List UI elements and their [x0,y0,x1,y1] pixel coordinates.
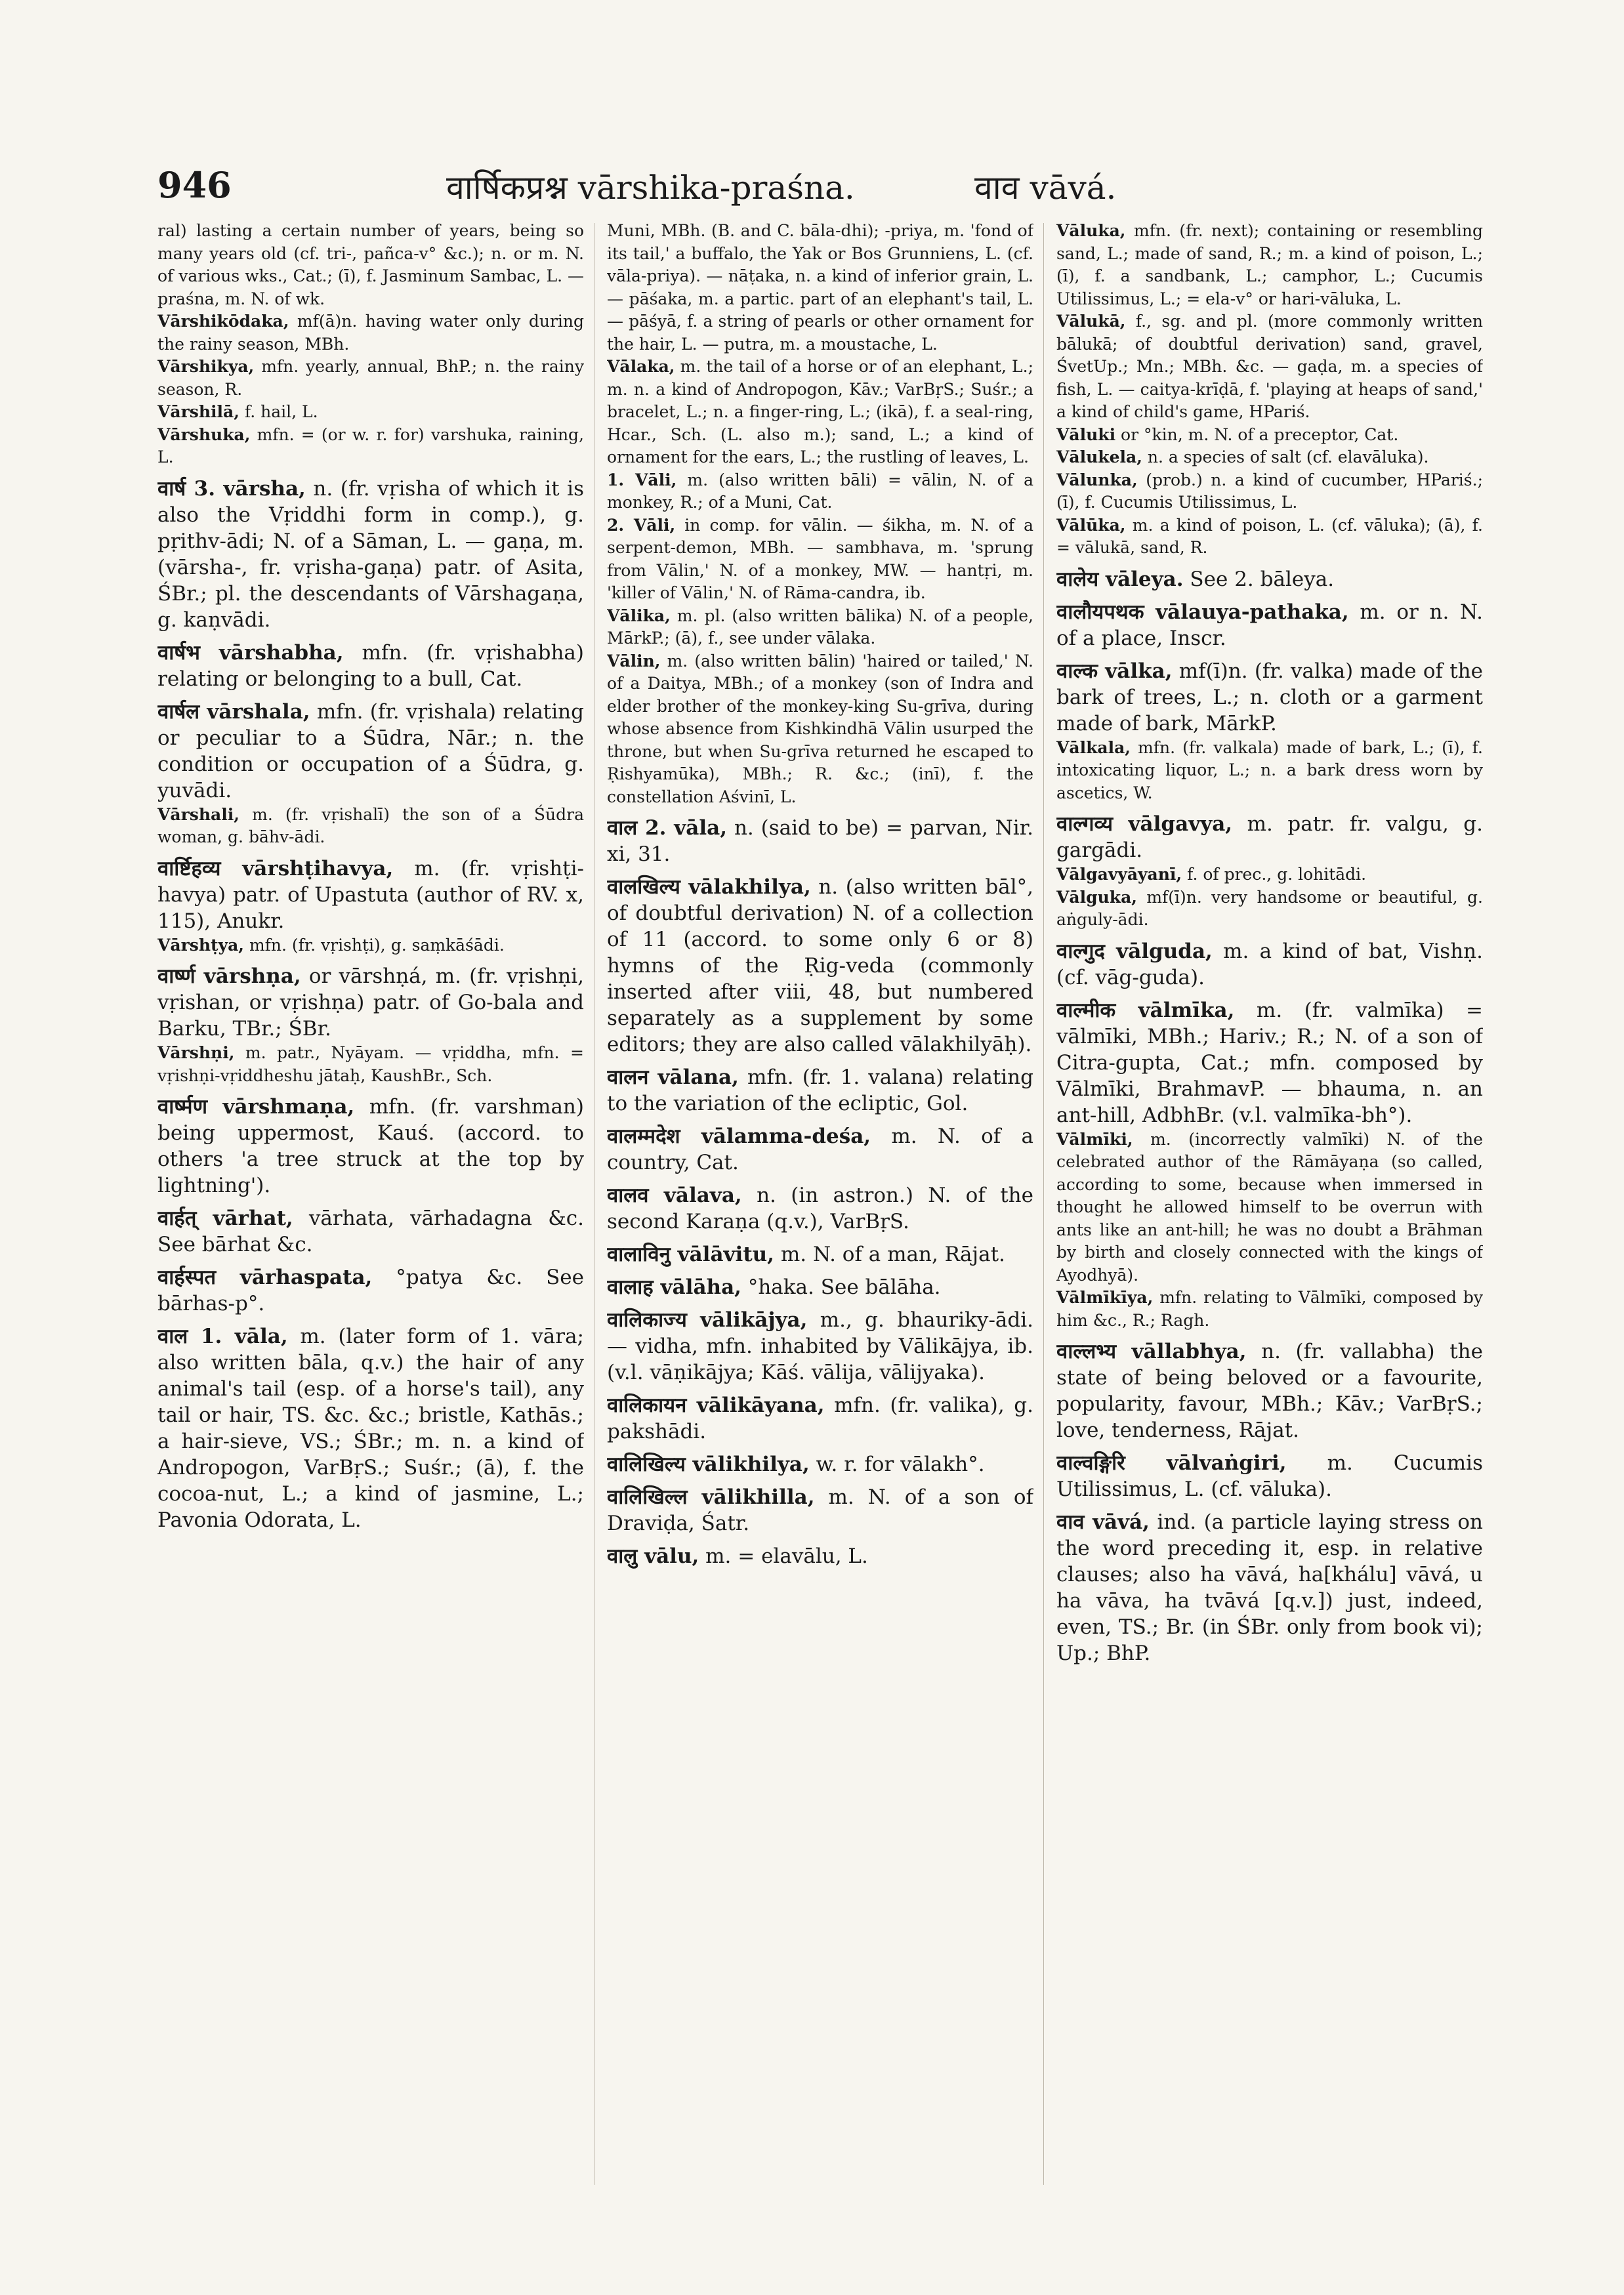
dictionary-entry [1056,310,1483,424]
entry-definition: m. patr., Nyāyam. — vṛiddha, mfn. = vṛishṇi-vṛiddheshu jātaḥ, KaushBr., Sch. [157,1043,584,1085]
dictionary-entry [157,934,584,957]
entry-headword: वाल 1. vāla, [157,1325,288,1348]
entry-definition: n. (said to be) = parvan, Nir. xi, 31. [607,816,1033,866]
entry-definition: m. (also written bāli) = vālin, N. of a monkey, R.; of a Muni, Cat. [607,470,1033,512]
entry-headword: वालाविनु vālāvitu, [607,1243,774,1266]
entry-headword: Vālūka, [1056,515,1126,535]
dictionary-entry [157,856,584,934]
entry-definition: f., sg. and pl. (more commonly written bālukā; of doubtful derivation) sand, gravel, ŚvetUp.; Mn.; MBh. &c. — gaḍa, m. a species of fish, L. — caitya-krīḍā, f. 'playing at heaps of sand,' a kind of child's game, HPariś. [1056,312,1483,421]
dictionary-entry [157,424,584,469]
entry-headword: वालिखिल्ल vālikhilla, [607,1485,815,1509]
entry-headword: वार्ष्टिहव्य vārshṭihavya, [157,856,394,880]
column-rule [1043,223,1044,2185]
entry-headword: वाल्मीक vālmīka, [1056,998,1235,1022]
entry-definition: n. (fr. vallabha) the state of being beloved or a favourite, popularity, favour, MBh.; Kāv.; VarBṛS.; love, tenderness, Rājat. [1056,1340,1483,1442]
entry-definition: n. (also written bāl°, of doubtful derivation) N. of a collection of 11 (accord. to some only 6 or 8) hymns of the Ṛig-veda (commonly inserted after viii, 48, but numbered separately as a supplement by some editors; they are also called vālakhilyāḥ). [607,875,1033,1056]
dictionary-entry [607,1484,1033,1537]
dictionary-entry [157,401,584,424]
entry-definition: m. N. of a man, Rājat. [780,1243,1005,1266]
entry-definition: mf(ī)n. (fr. valka) made of the bark of trees, L.; n. cloth or a garment made of bark, MārkP. [1056,659,1483,735]
entry-definition: or °kin, m. N. of a preceptor, Cat. [1121,424,1399,444]
dictionary-entry [1056,886,1483,932]
entry-headword: Vārshikya, [157,357,255,376]
dictionary-entry [157,356,584,401]
dictionary-entry [607,605,1033,650]
entry-definition: f. of prec., g. lohitādi. [1187,865,1367,884]
entry-definition: m. N. of a son of Draviḍa, Śatr. [607,1485,1033,1535]
entry-headword: Vāluka, [1056,221,1126,240]
entry-headword: 1. Vāli, [607,470,677,489]
entry-definition: m. = elavālu, L. [705,1544,868,1568]
entry-definition: mfn. (fr. varshman) being uppermost, Kauś. (accord. to others 'a tree struck at the top by lightning'). [157,1095,584,1197]
dictionary-entry [607,874,1033,1058]
dictionary-entry [157,699,584,804]
entry-definition: m. the tail of a horse or of an elephant, L.; m. n. a kind of Andropogon, Kāv.; VarBṛS.; Suśr.; a bracelet, L.; n. a finger-ring, L.; (ikā), f. a seal-ring, Hcar., Sch. (L. also m.); sand, L.; a kind of ornament for the ears, L.; the rustling of leaves, L. [607,357,1033,466]
entry-headword: Vālukela, [1056,447,1142,466]
entry-definition: m. (also written bālin) 'haired or tailed,' N. of a Daitya, MBh.; of a monkey (son of Indra and elder brother of the monkey-king Su-grīva, during whose absence from Kishkindhā Vālin usurped the throne, but when Su-grīva returned he escaped to Ṛishyamūka), MBh.; R. &c.; (inī), f. the constellation Aśvinī, L. [607,651,1033,806]
entry-definition: °patya &c. See bārhas-p°. [157,1266,584,1315]
entry-definition: m. pl. (also written bālika) N. of a people, MārkP.; (ā), f., see under vālaka. [607,606,1033,648]
entry-headword: वार्हस्पत vārhaspata, [157,1266,373,1289]
dictionary-entry [1056,469,1483,514]
dictionary-entry [607,1182,1033,1235]
entry-definition: vārhata, vārhadagna &c. See bārhat &c. [157,1207,584,1256]
entry-definition: m. (fr. vṛishṭi-havya) patr. of Upastuta (author of RV. x, 115), Anukr. [157,856,584,933]
dictionary-entry [1056,1450,1483,1502]
entry-headword: Vālaka, [607,357,675,376]
dictionary-entry [607,514,1033,605]
dictionary-entry [607,815,1033,867]
dictionary-entry [157,640,584,692]
entry-headword: Vālkala, [1056,737,1131,757]
dictionary-entry [157,310,584,356]
dictionary-entry [157,220,584,310]
entry-definition: m. Cucumis Utilissimus, L. (cf. vāluka). [1056,1451,1483,1501]
entry-headword: वाल 2. vāla, [607,816,728,840]
entry-definition: n. a species of salt (cf. elavāluka). [1147,447,1429,466]
dictionary-entry [1056,938,1483,991]
entry-definition: mfn. (fr. valkala) made of bark, L.; (ī), f. intoxicating liquor, L.; n. a bark dress worn by ascetics, W. [1056,737,1483,802]
entry-headword: वालिकायन vālikāyana, [607,1394,825,1417]
entry-definition: m., g. bhauriky-ādi. — vidha, mfn. inhabited by Vālikājya, ib. (v.l. vāṇikājya; Kāś. vālija, vālijyaka). [607,1308,1033,1384]
entry-headword: वार्ष्मण vārshmaṇa, [157,1095,355,1119]
dictionary-entry [607,1451,1033,1478]
dictionary-entry [157,1323,584,1533]
dictionary-entry [1056,863,1483,886]
dictionary-entry [607,469,1033,514]
entry-definition: in comp. for vālin. — śikha, m. N. of a serpent-demon, MBh. — sambhava, m. 'sprung from Vālin,' N. of a monkey, MW. — hantṛi, m. 'killer of Vālin,' N. of Rāma-candra, ib. [607,515,1033,602]
dictionary-entry [1056,514,1483,560]
entry-headword: वाव vāvá, [1056,1510,1150,1534]
entry-headword: वाल्गव्य vālgavya, [1056,812,1233,836]
entry-headword: Vārshṭya, [157,935,244,955]
dictionary-entry [1056,566,1483,592]
dictionary-entry [157,1264,584,1317]
entry-headword: वालन vālana, [607,1065,739,1089]
dictionary-entry [1056,1287,1483,1332]
entry-headword: Vālin, [607,651,661,671]
dictionary-entry [607,356,1033,469]
entry-headword: वार्ष्ण vārshṇa, [157,964,301,988]
entry-definition: m. (incorrectly valmīki) N. of the celebrated author of the Rāmāyaṇa (so called, according to some, because when immersed in thought he allowed himself to be overrun with ants like an ant-hill; he was no doubt a Brāhman by birth and closely connected with the kings of Ayodhyā). [1056,1129,1483,1285]
entry-headword: Vālunka, [1056,470,1138,489]
dictionary-entry [607,1392,1033,1445]
entry-definition: or vārshṇá, m. (fr. vṛishṇi, vṛishan, or vṛishṇa) patr. of Go-bala and Barku, TBr.; ŚBr. [157,964,584,1041]
dictionary-entry [1056,658,1483,737]
entry-headword: वालव vālava, [607,1184,742,1207]
dictionary-entry [1056,1338,1483,1443]
entry-headword: Vārshuka, [157,424,251,444]
entry-headword: Vālgavyāyanī, [1056,865,1182,884]
entry-headword: Vālika, [607,606,671,625]
entry-definition: m. N. of a country, Cat. [607,1125,1033,1174]
dictionary-entry [607,650,1033,809]
entry-headword: Vālmīki, [1056,1129,1133,1149]
entry-definition: m. (fr. vṛishalī) the son of a Śūdra woman, g. bāhv-ādi. [157,804,584,846]
entry-headword: वालम्मदेश vālamma-deśa, [607,1125,871,1148]
dictionary-entry [157,1205,584,1258]
entry-definition: mfn. (fr. vṛishala) relating or peculiar to a Śūdra, Nār.; n. the condition or occupation of a Śūdra, g. yuvādi. [157,699,584,802]
entry-headword: Vālukā, [1056,312,1126,331]
entry-definition: mfn. (fr. next); containing or resembling sand, L.; made of sand, R.; m. a kind of poison, L.; (ī), f. a sandbank, L.; camphor, L.; Cucumis Utilissimus, L.; = ela-v° or hari-vāluka, L. [1056,221,1483,308]
entry-definition: n. (fr. vṛisha of which it is also the Vṛiddhi form in comp.), g. pṛithv-ādi; N. of a Sāman, L. — gaṇa, m. (vārsha-, fr. vṛisha-gaṇa) patr. of Asita, ŚBr.; pl. the descendants of Vārshagaṇa, g. kaṇvādi. [157,476,584,632]
entry-headword: वार्ष 3. vārsha, [157,476,306,501]
entry-definition: w. r. for vālakh°. [816,1453,985,1476]
entry-headword: वालिखिल्य vālikhilya, [607,1453,810,1476]
entry-definition: (prob.) n. a kind of cucumber, HPariś.; (ī), f. Cucumis Utilissimus, L. [1056,470,1483,512]
entry-headword: वाल्गुद vālguda, [1056,939,1213,963]
dictionary-entry [157,1042,584,1087]
dictionary-entry [1056,220,1483,310]
entry-definition: mfn. (fr. vṛishṭi), g. saṃkāśādi. [249,935,505,955]
dictionary-entry [1056,1509,1483,1666]
entry-definition: m. patr. fr. valgu, g. gargādi. [1056,812,1483,862]
running-head-center: वार्षिकप्रश्न vārshika-praśna. [446,169,855,207]
entry-definition: mfn. (fr. vṛishabha) relating or belonging to a bull, Cat. [157,640,584,691]
entry-headword: वालखिल्य vālakhilya, [607,875,811,899]
entry-definition: m. (fr. valmīka) = vālmīki, MBh.; Hariv.; R.; N. of a son of Citra-gupta, Cat.; mfn. composed by Vālmīki, BrahmavP. — bhauma, n. an ant-hill, AdbhBr. (v.l. valmīka-bh°). [1056,998,1483,1127]
running-head-right: वाव vāvá. [974,169,1117,207]
dictionary-entry [157,804,584,849]
dictionary-entry [157,963,584,1042]
column-2 [607,220,1033,2201]
entry-headword: Vālguka, [1056,887,1137,907]
column-1 [157,220,584,2201]
dictionary-entry [1056,424,1483,447]
entry-headword: Vālmīkīya, [1056,1288,1154,1307]
entry-definition: mfn. yearly, annual, BhP.; n. the rainy season, R. [157,357,584,399]
entry-definition: mf(ī)n. very handsome or beautiful, g. aṅguly-ādi. [1056,887,1483,929]
entry-definition: Muni, MBh. (B. and C. bāla-dhi); -priya, m. 'fond of its tail,' a buffalo, the Yak or Bos Grunniens, L. (cf. vāla-priya). — nāṭaka, n. a kind of inferior grain, L. — pāśaka, m. a partic. part of an elephant's tail, L. — pāśyā, f. a string of pearls or other ornament for the hair, L. — putra, m. a moustache, L. [607,221,1033,354]
entry-headword: Vāluki [1056,424,1116,444]
dictionary-entry [607,1241,1033,1268]
entry-headword: Vārshikōdaka, [157,312,289,331]
entry-definition: mf(ā)n. having water only during the rainy season, MBh. [157,312,584,354]
entry-headword: वार्षभ vārshabha, [157,640,344,665]
entry-headword: वाल्क vālka, [1056,659,1173,683]
entry-definition: mfn. (fr. 1. valana) relating to the variation of the ecliptic, Gol. [607,1065,1033,1115]
entry-headword: वार्हत् vārhat, [157,1207,293,1230]
entry-headword: Vārshilā, [157,402,239,421]
entry-definition: mfn. (fr. valika), g. pakshādi. [607,1394,1033,1443]
entry-headword: वाल्वङ्गिरि vālvaṅgiri, [1056,1451,1287,1475]
entry-definition: m. a kind of bat, Vishṇ. (cf. vāg-guda). [1056,939,1483,989]
dictionary-entry [1056,811,1483,863]
dictionary-entry [607,1543,1033,1569]
page-header [157,164,1493,223]
dictionary-entry [1056,1128,1483,1287]
page-number: 946 [157,164,232,206]
entry-definition: n. (in astron.) N. of the second Karaṇa (q.v.), VarBṛS. [607,1184,1033,1233]
entry-headword: 2. Vāli, [607,515,676,535]
dictionary-entry [1056,997,1483,1128]
entry-definition: See 2. bāleya. [1190,567,1335,591]
entry-headword: वालेय vāleya. [1056,567,1184,591]
entry-definition: m. a kind of poison, L. (cf. vāluka); (ā), f. = vālukā, sand, R. [1056,515,1483,557]
entry-definition: f. hail, L. [244,402,318,421]
entry-headword: वालौयपथक vālauya-pathaka, [1056,600,1349,624]
entry-definition: ral) lasting a certain number of years, being so many years old (cf. tri-, pañca-v° &c.); n. or m. N. of various wks., Cat.; (ī), f. Jasminum Sambac, L. — praśna, m. N. of wk. [157,221,584,308]
dictionary-entry [157,476,584,633]
entry-definition: ind. (a particle laying stress on the word preceding it, esp. in relative clauses; also ha vāvá, ha[khálu] vāvá, u ha vāva, ha tvāvá [q.v.]) just, indeed, even, TS.; Br. (in ŚBr. only from book vi); Up.; BhP. [1056,1510,1483,1665]
dictionary-entry [1056,446,1483,469]
entry-definition: °haka. See bālāha. [747,1275,941,1299]
dictionary-entry [607,1307,1033,1386]
dictionary-entry [1056,737,1483,805]
entry-headword: वालाह vālāha, [607,1275,741,1299]
entry-headword: Vārshali, [157,804,239,824]
dictionary-entry [607,220,1033,356]
entry-headword: वालिकाज्य vālikājya, [607,1308,808,1332]
entry-definition: m. (later form of 1. vāra; also written bāla, q.v.) the hair of any animal's tail (esp. of a horse's tail), any tail or hair, TS. &c. &c.; bristle, Kathās.; a hair-sieve, VS.; ŚBr.; m. n. a kind of Andropogon, VarBṛS.; Suśr.; (ā), f. the cocoa-nut, L.; a kind of jasmine, L.; Pavonia Odorata, L. [157,1325,584,1532]
entry-headword: वार्षल vārshala, [157,699,310,724]
dictionary-entry [1056,599,1483,651]
dictionary-entry [607,1064,1033,1117]
entry-definition: mfn. = (or w. r. for) varshuka, raining, L. [157,424,584,466]
dictionary-entry [157,1094,584,1199]
entry-headword: वालु vālu, [607,1544,699,1568]
entry-definition: mfn. relating to Vālmīki, composed by him &c., R.; Ragh. [1056,1288,1483,1330]
column-3 [1056,220,1483,2201]
entry-headword: Vārshṇi, [157,1043,235,1062]
dictionary-entry [607,1274,1033,1300]
dictionary-entry [607,1123,1033,1176]
entry-headword: वाल्लभ्य vāllabhya, [1056,1340,1247,1363]
entry-definition: m. or n. N. of a place, Inscr. [1056,600,1483,650]
